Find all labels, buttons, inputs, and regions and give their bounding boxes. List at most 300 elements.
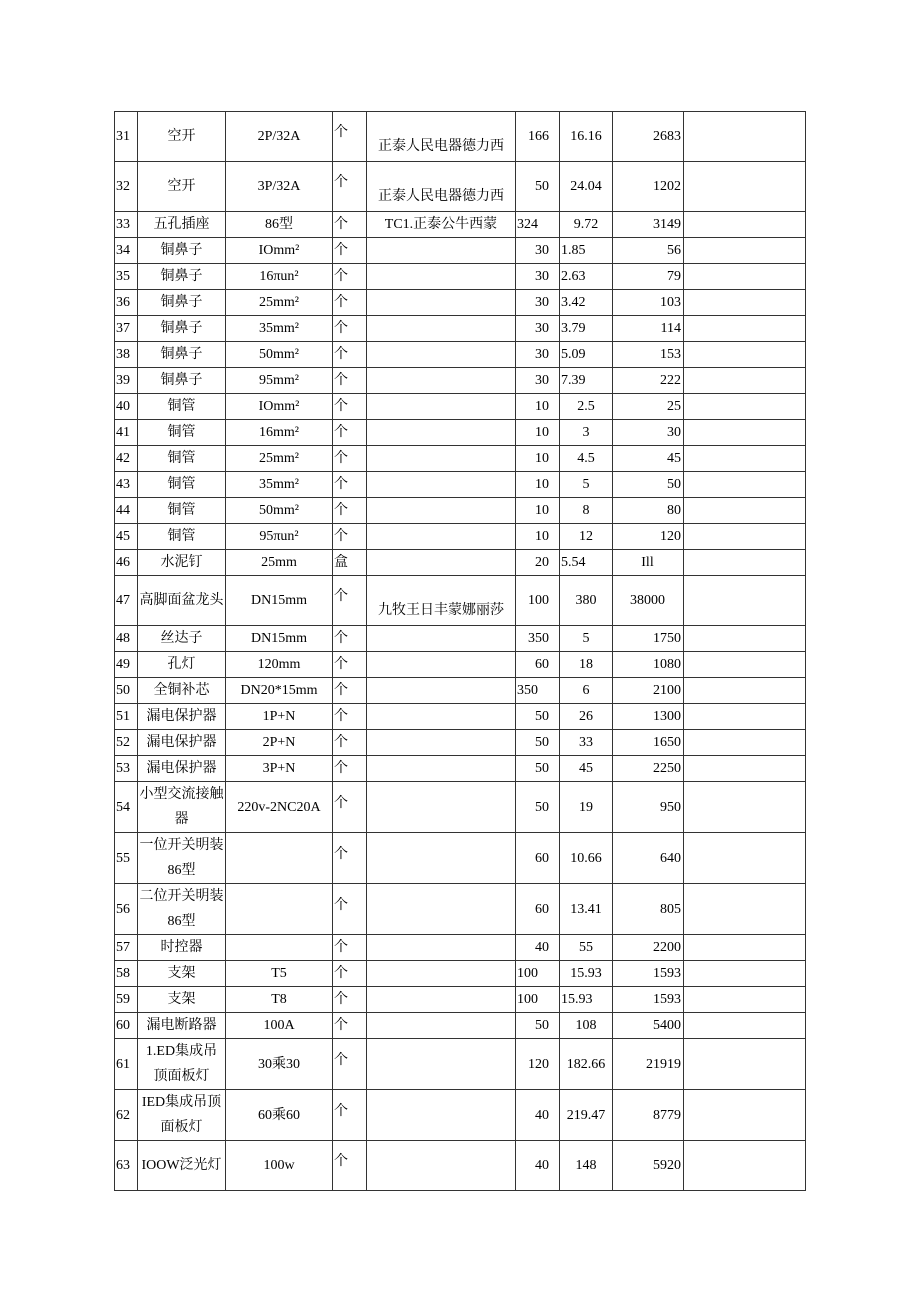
item-spec: T5	[226, 961, 333, 987]
item-name: 高脚面盆龙头	[138, 576, 226, 626]
item-remark	[684, 730, 806, 756]
item-total: 80	[613, 498, 684, 524]
item-price: 8	[560, 498, 613, 524]
item-brand	[367, 704, 516, 730]
item-price: 26	[560, 704, 613, 730]
item-brand	[367, 884, 516, 935]
item-brand	[367, 1039, 516, 1090]
item-name: 铜管	[138, 472, 226, 498]
item-spec: 16mm²	[226, 420, 333, 446]
item-remark	[684, 162, 806, 212]
item-spec: 3P/32A	[226, 162, 333, 212]
item-unit: 个	[333, 290, 367, 316]
item-brand	[367, 550, 516, 576]
item-qty: 30	[516, 342, 560, 368]
item-name: 时控器	[138, 935, 226, 961]
item-remark	[684, 1039, 806, 1090]
row-number: 49	[115, 652, 138, 678]
item-unit: 个	[333, 238, 367, 264]
row-number: 31	[115, 112, 138, 162]
item-spec: T8	[226, 987, 333, 1013]
item-spec: 30乘30	[226, 1039, 333, 1090]
row-number: 42	[115, 446, 138, 472]
materials-table	[114, 111, 806, 1191]
table-row	[115, 884, 806, 935]
item-brand	[367, 1013, 516, 1039]
item-unit-text: 个	[334, 125, 348, 140]
table-row	[115, 1090, 806, 1141]
item-remark	[684, 1141, 806, 1191]
item-qty: 40	[516, 1141, 560, 1191]
item-remark	[684, 446, 806, 472]
table-row	[115, 550, 806, 576]
item-spec	[226, 884, 333, 935]
item-name: 五孔插座	[138, 212, 226, 238]
row-number: 36	[115, 290, 138, 316]
item-qty: 350	[516, 678, 560, 704]
item-price: 15.93	[560, 987, 613, 1013]
item-qty: 10	[516, 498, 560, 524]
item-unit	[333, 884, 367, 935]
table-row	[115, 833, 806, 884]
item-brand	[367, 730, 516, 756]
item-unit: 个	[333, 472, 367, 498]
item-name: 铜鼻子	[138, 342, 226, 368]
item-remark	[684, 420, 806, 446]
item-spec: 100w	[226, 1141, 333, 1191]
item-unit	[333, 576, 367, 626]
item-name: 水泥钉	[138, 550, 226, 576]
item-name: 支架	[138, 961, 226, 987]
item-name: 1.ED集成吊顶面板灯	[138, 1039, 226, 1090]
item-brand	[367, 498, 516, 524]
item-price: 2.5	[560, 394, 613, 420]
item-remark	[684, 1090, 806, 1141]
item-price: 3.42	[560, 290, 613, 316]
item-name: 空开	[138, 112, 226, 162]
item-name: 铜鼻子	[138, 264, 226, 290]
item-unit: 个	[333, 446, 367, 472]
table-row	[115, 342, 806, 368]
item-remark	[684, 550, 806, 576]
item-total: 1080	[613, 652, 684, 678]
item-name: 漏电保护器	[138, 730, 226, 756]
item-price: 13.41	[560, 884, 613, 935]
item-unit: 个	[333, 730, 367, 756]
item-remark	[684, 961, 806, 987]
row-number: 50	[115, 678, 138, 704]
item-qty: 10	[516, 446, 560, 472]
item-unit: 个	[333, 1013, 367, 1039]
row-number: 58	[115, 961, 138, 987]
item-brand	[367, 368, 516, 394]
item-total: 640	[613, 833, 684, 884]
table-body	[115, 112, 806, 1191]
table-row	[115, 961, 806, 987]
item-spec: 120mm	[226, 652, 333, 678]
item-unit	[333, 162, 367, 212]
item-unit: 个	[333, 626, 367, 652]
table-row	[115, 678, 806, 704]
item-brand	[367, 652, 516, 678]
item-brand	[367, 524, 516, 550]
table-row	[115, 626, 806, 652]
item-spec: 35mm²	[226, 316, 333, 342]
item-qty: 120	[516, 1039, 560, 1090]
item-qty: 50	[516, 782, 560, 833]
item-spec: 25mm²	[226, 446, 333, 472]
item-qty: 20	[516, 550, 560, 576]
item-total: 153	[613, 342, 684, 368]
row-number: 41	[115, 420, 138, 446]
item-remark	[684, 576, 806, 626]
item-spec: 220v-2NC20A	[226, 782, 333, 833]
item-spec: IOmm²	[226, 238, 333, 264]
row-number: 55	[115, 833, 138, 884]
item-unit: 个	[333, 420, 367, 446]
item-qty: 30	[516, 238, 560, 264]
item-brand	[367, 961, 516, 987]
item-total: 1300	[613, 704, 684, 730]
item-name: IOOW泛光灯	[138, 1141, 226, 1191]
item-remark	[684, 498, 806, 524]
row-number: 38	[115, 342, 138, 368]
item-unit-text: 个	[334, 846, 348, 862]
item-total: 950	[613, 782, 684, 833]
row-number: 40	[115, 394, 138, 420]
row-number: 45	[115, 524, 138, 550]
item-unit: 个	[333, 394, 367, 420]
row-number: 59	[115, 987, 138, 1013]
item-unit: 个	[333, 935, 367, 961]
item-total: 38000	[613, 576, 684, 626]
row-number: 48	[115, 626, 138, 652]
item-qty: 324	[516, 212, 560, 238]
item-unit: 个	[333, 498, 367, 524]
row-number: 33	[115, 212, 138, 238]
item-price: 3	[560, 420, 613, 446]
item-brand	[367, 576, 516, 626]
item-total: 5920	[613, 1141, 684, 1191]
item-qty: 166	[516, 112, 560, 162]
table-row	[115, 524, 806, 550]
item-name: IED集成吊顶面板灯	[138, 1090, 226, 1141]
item-qty: 60	[516, 652, 560, 678]
item-qty: 50	[516, 756, 560, 782]
row-number: 63	[115, 1141, 138, 1191]
table-row	[115, 1141, 806, 1191]
item-total: 25	[613, 394, 684, 420]
item-price: 6	[560, 678, 613, 704]
item-name: 漏电保护器	[138, 756, 226, 782]
item-unit: 个	[333, 264, 367, 290]
table-row	[115, 704, 806, 730]
item-price: 148	[560, 1141, 613, 1191]
item-price: 9.72	[560, 212, 613, 238]
item-spec: 25mm²	[226, 290, 333, 316]
item-remark	[684, 652, 806, 678]
item-total: 50	[613, 472, 684, 498]
item-spec: DN20*15mm	[226, 678, 333, 704]
item-unit-text: 个	[334, 897, 348, 913]
row-number: 57	[115, 935, 138, 961]
item-unit-text: 个	[334, 175, 348, 190]
item-brand	[367, 238, 516, 264]
item-remark	[684, 316, 806, 342]
item-name: 空开	[138, 162, 226, 212]
table-row	[115, 162, 806, 212]
item-total: 1650	[613, 730, 684, 756]
table-row	[115, 212, 806, 238]
item-brand	[367, 446, 516, 472]
item-total: 8779	[613, 1090, 684, 1141]
item-name: 铜管	[138, 420, 226, 446]
item-brand	[367, 987, 516, 1013]
item-qty: 10	[516, 524, 560, 550]
table-row	[115, 264, 806, 290]
item-remark	[684, 524, 806, 550]
item-qty: 50	[516, 730, 560, 756]
item-total: 3149	[613, 212, 684, 238]
item-remark	[684, 394, 806, 420]
item-brand	[367, 833, 516, 884]
item-unit-text: 个	[334, 589, 348, 604]
item-remark	[684, 112, 806, 162]
item-brand	[367, 342, 516, 368]
item-qty: 50	[516, 704, 560, 730]
item-total: 5400	[613, 1013, 684, 1039]
item-remark	[684, 212, 806, 238]
item-unit: 个	[333, 704, 367, 730]
item-total: 1593	[613, 987, 684, 1013]
item-remark	[684, 626, 806, 652]
item-spec: 86型	[226, 212, 333, 238]
item-spec: 50mm²	[226, 342, 333, 368]
item-name: 丝达子	[138, 626, 226, 652]
item-remark	[684, 782, 806, 833]
item-remark	[684, 342, 806, 368]
item-spec: IOmm²	[226, 394, 333, 420]
item-total: 30	[613, 420, 684, 446]
item-brand-text: 九牧王日丰蒙娜丽莎	[378, 603, 504, 618]
item-total: 2683	[613, 112, 684, 162]
item-price: 5	[560, 626, 613, 652]
item-price: 380	[560, 576, 613, 626]
item-qty: 100	[516, 987, 560, 1013]
item-name: 铜鼻子	[138, 238, 226, 264]
item-qty: 30	[516, 316, 560, 342]
item-total: 1593	[613, 961, 684, 987]
table-row	[115, 782, 806, 833]
item-total: 56	[613, 238, 684, 264]
item-total: 21919	[613, 1039, 684, 1090]
item-name: 铜管	[138, 394, 226, 420]
item-unit: 个	[333, 524, 367, 550]
item-brand	[367, 394, 516, 420]
item-spec: 60乘60	[226, 1090, 333, 1141]
item-unit	[333, 1090, 367, 1141]
item-price: 2.63	[560, 264, 613, 290]
item-brand	[367, 264, 516, 290]
item-brand	[367, 112, 516, 162]
item-spec: 95πun²	[226, 524, 333, 550]
item-unit: 个	[333, 342, 367, 368]
item-price: 3.79	[560, 316, 613, 342]
item-name: 全铜补芯	[138, 678, 226, 704]
item-total: 79	[613, 264, 684, 290]
table-row	[115, 1039, 806, 1090]
table-row	[115, 652, 806, 678]
item-spec	[226, 935, 333, 961]
item-name: 孔灯	[138, 652, 226, 678]
table-row	[115, 935, 806, 961]
item-remark	[684, 935, 806, 961]
item-price: 10.66	[560, 833, 613, 884]
item-total: 45	[613, 446, 684, 472]
item-qty: 60	[516, 833, 560, 884]
item-qty: 60	[516, 884, 560, 935]
item-total: 1750	[613, 626, 684, 652]
item-spec: 25mm	[226, 550, 333, 576]
item-qty: 40	[516, 1090, 560, 1141]
item-spec: 3P+N	[226, 756, 333, 782]
item-brand	[367, 678, 516, 704]
table-row	[115, 730, 806, 756]
item-remark	[684, 472, 806, 498]
item-unit-text: 个	[334, 1154, 348, 1169]
item-name: 铜鼻子	[138, 290, 226, 316]
item-qty: 30	[516, 290, 560, 316]
table-row	[115, 368, 806, 394]
item-price: 45	[560, 756, 613, 782]
item-price: 108	[560, 1013, 613, 1039]
item-brand	[367, 420, 516, 446]
item-brand	[367, 316, 516, 342]
item-brand	[367, 472, 516, 498]
table-row	[115, 987, 806, 1013]
item-total: Ill	[613, 550, 684, 576]
item-remark	[684, 264, 806, 290]
table-row	[115, 420, 806, 446]
item-price: 24.04	[560, 162, 613, 212]
table-row	[115, 756, 806, 782]
item-price: 55	[560, 935, 613, 961]
item-qty: 30	[516, 264, 560, 290]
row-number: 47	[115, 576, 138, 626]
item-unit	[333, 833, 367, 884]
item-brand	[367, 756, 516, 782]
item-brand-text: 正泰人民电器德力西	[378, 189, 504, 204]
item-price: 12	[560, 524, 613, 550]
item-unit-text: 个	[334, 795, 348, 811]
item-spec: 16πun²	[226, 264, 333, 290]
table-row	[115, 498, 806, 524]
item-remark	[684, 704, 806, 730]
item-name: 漏电保护器	[138, 704, 226, 730]
item-price: 5.54	[560, 550, 613, 576]
item-unit: 个	[333, 756, 367, 782]
item-remark	[684, 756, 806, 782]
item-brand	[367, 626, 516, 652]
item-name: 支架	[138, 987, 226, 1013]
item-brand	[367, 782, 516, 833]
item-total: 2100	[613, 678, 684, 704]
item-total: 222	[613, 368, 684, 394]
item-name: 铜管	[138, 498, 226, 524]
item-remark	[684, 833, 806, 884]
row-number: 62	[115, 1090, 138, 1141]
table-row	[115, 290, 806, 316]
item-unit: 盒	[333, 550, 367, 576]
item-remark	[684, 368, 806, 394]
table-row	[115, 112, 806, 162]
item-qty: 50	[516, 1013, 560, 1039]
item-name: 一位开关明装86型	[138, 833, 226, 884]
item-remark	[684, 884, 806, 935]
item-name: 铜鼻子	[138, 368, 226, 394]
item-total: 114	[613, 316, 684, 342]
table-row	[115, 394, 806, 420]
item-brand	[367, 1090, 516, 1141]
item-price: 5.09	[560, 342, 613, 368]
item-remark	[684, 987, 806, 1013]
item-unit	[333, 782, 367, 833]
item-spec: 2P/32A	[226, 112, 333, 162]
item-spec: 2P+N	[226, 730, 333, 756]
item-unit: 个	[333, 316, 367, 342]
item-price: 18	[560, 652, 613, 678]
item-unit: 个	[333, 987, 367, 1013]
row-number: 54	[115, 782, 138, 833]
item-name: 小型交流接触器	[138, 782, 226, 833]
item-qty: 100	[516, 961, 560, 987]
item-price: 1.85	[560, 238, 613, 264]
item-unit: 个	[333, 212, 367, 238]
table-row	[115, 1013, 806, 1039]
row-number: 60	[115, 1013, 138, 1039]
row-number: 53	[115, 756, 138, 782]
item-total: 2250	[613, 756, 684, 782]
row-number: 44	[115, 498, 138, 524]
item-unit	[333, 1039, 367, 1090]
item-brand	[367, 290, 516, 316]
item-total: 805	[613, 884, 684, 935]
item-spec: DN15mm	[226, 576, 333, 626]
row-number: 43	[115, 472, 138, 498]
item-qty: 100	[516, 576, 560, 626]
item-spec	[226, 833, 333, 884]
item-spec: 95mm²	[226, 368, 333, 394]
item-unit: 个	[333, 961, 367, 987]
item-total: 1202	[613, 162, 684, 212]
row-number: 39	[115, 368, 138, 394]
item-spec: 35mm²	[226, 472, 333, 498]
item-unit: 个	[333, 678, 367, 704]
item-brand-text: 正泰人民电器德力西	[378, 139, 504, 154]
item-qty: 10	[516, 420, 560, 446]
item-unit	[333, 1141, 367, 1191]
item-unit-text: 个	[334, 1052, 348, 1068]
item-remark	[684, 678, 806, 704]
table-row	[115, 238, 806, 264]
item-price: 182.66	[560, 1039, 613, 1090]
item-price: 4.5	[560, 446, 613, 472]
item-remark	[684, 1013, 806, 1039]
item-unit-text: 个	[334, 1103, 348, 1119]
item-brand	[367, 162, 516, 212]
item-name: 漏电断路器	[138, 1013, 226, 1039]
item-price: 219.47	[560, 1090, 613, 1141]
